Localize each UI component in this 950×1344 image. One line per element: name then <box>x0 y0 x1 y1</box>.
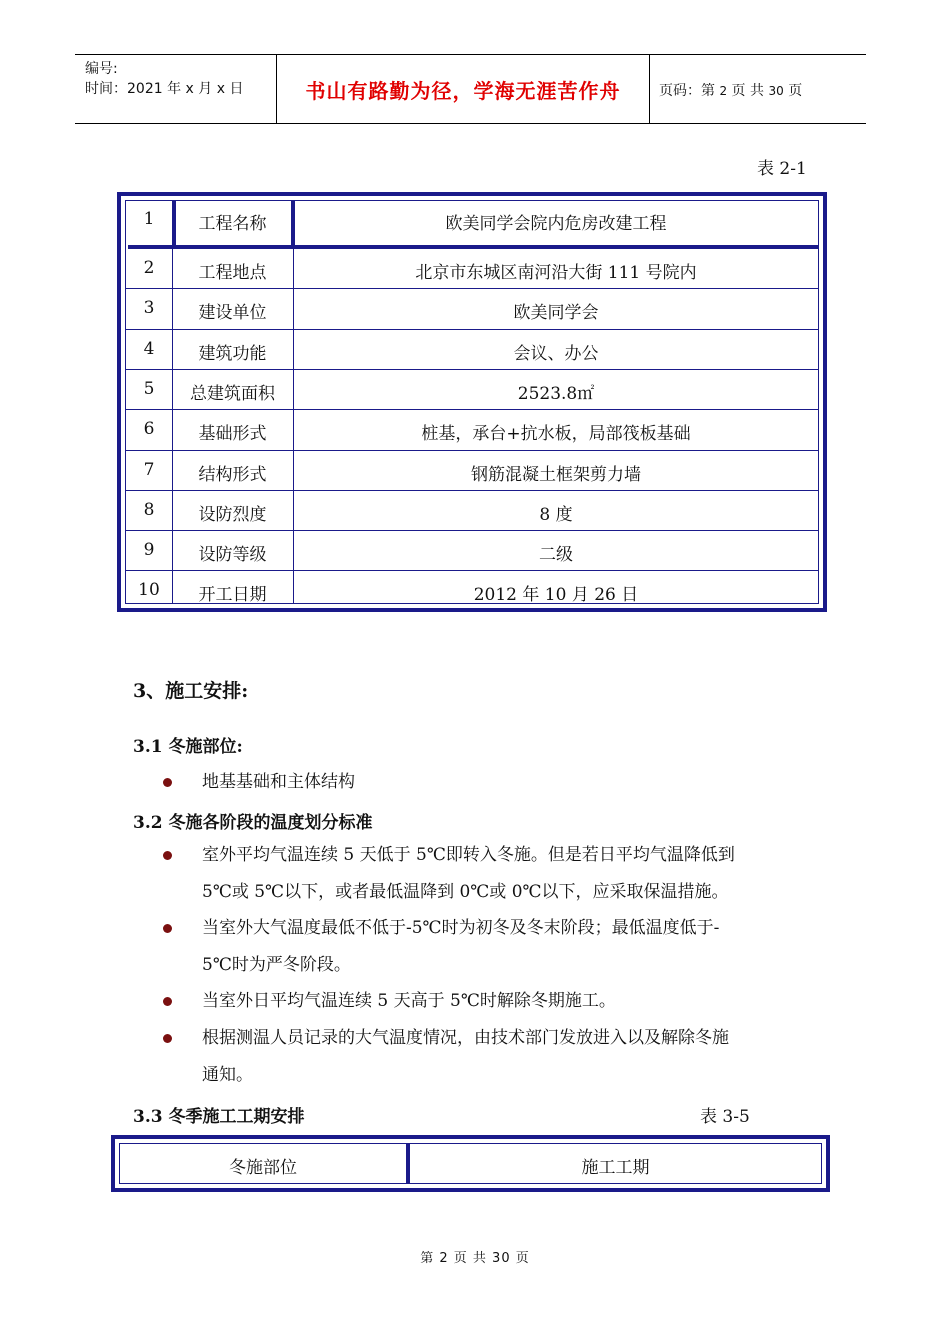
row-number: 6 <box>143 419 155 440</box>
doc-time: 时间：2021 年 x 月 x 日 <box>85 81 244 97</box>
row-number: 1 <box>143 209 155 229</box>
page-current: 2 <box>719 84 728 98</box>
project-info-table <box>117 192 827 612</box>
subsection-title: 3.2 冬施各阶段的温度划分标准 <box>133 813 373 833</box>
row-value: 二级 <box>539 545 573 566</box>
list-item: 地基基础和主体结构 <box>202 772 355 792</box>
row-label: 设防烈度 <box>198 504 267 525</box>
table-header-cell: 施工工期 <box>581 1158 650 1178</box>
page-header <box>75 54 866 124</box>
table-row <box>126 531 818 571</box>
bullet-icon <box>163 1034 172 1043</box>
row-label: 开工日期 <box>198 585 267 606</box>
table-rule <box>293 249 294 603</box>
header-page-info <box>659 80 802 100</box>
row-number: 4 <box>143 338 155 359</box>
row-label: 结构形式 <box>198 464 267 485</box>
table-row <box>126 410 818 450</box>
row-value: 北京市东城区南河沿大街 111 号院内 <box>415 263 697 283</box>
winter-schedule-table <box>111 1135 830 1192</box>
table-inner <box>119 1143 822 1184</box>
row-value: 钢筋混凝土框架剪力墙 <box>471 464 641 485</box>
row-label: 工程名称 <box>198 214 267 234</box>
row-number: 2 <box>143 258 155 278</box>
row-number: 9 <box>143 540 155 561</box>
row-number: 7 <box>143 459 155 480</box>
row-value: 2523.8㎡ <box>517 383 595 404</box>
page-mid: 页 共 <box>731 83 764 99</box>
list-item <box>202 910 812 984</box>
page-total: 30 <box>768 84 784 98</box>
bullet-icon <box>163 997 172 1006</box>
row-label: 设防等级 <box>198 545 267 566</box>
list-item <box>202 1020 812 1094</box>
table-inner <box>125 200 819 604</box>
table-row <box>126 571 818 611</box>
subsection-title: 3.3 冬季施工工期安排 <box>133 1107 305 1127</box>
page-footer: 第 2 页 共 30 页 <box>420 1251 530 1266</box>
page-prefix: 页码：第 <box>659 83 715 99</box>
bullet-icon <box>163 778 172 787</box>
row-label: 总建筑面积 <box>190 383 275 404</box>
row-number: 3 <box>143 298 155 319</box>
row-value: 8 度 <box>539 504 573 525</box>
table-row <box>126 289 818 329</box>
table-caption: 表 3-5 <box>700 1107 750 1127</box>
list-item-line: 5℃或 5℃以下，或者最低温降到 0℃或 0℃以下，应采取保温措施。 <box>202 882 729 902</box>
table-rule <box>172 249 173 603</box>
row-label: 工程地点 <box>198 263 267 283</box>
list-item-line: 室外平均气温连续 5 天低于 5℃即转入冬施。但是若日平均气温降低到 <box>202 845 735 865</box>
row-label: 建筑功能 <box>198 343 267 364</box>
table-row <box>126 330 818 370</box>
list-item-line: 通知。 <box>202 1065 253 1085</box>
list-item <box>202 837 812 911</box>
section-title: 3、施工安排: <box>133 680 249 702</box>
list-item <box>202 983 812 1020</box>
header-divider <box>649 55 650 123</box>
header-meta <box>85 59 243 99</box>
row-number: 10 <box>138 580 160 601</box>
page-suffix: 页 <box>788 83 803 99</box>
subsection-title: 3.1 冬施部位: <box>133 737 243 757</box>
doc-number-label: 编号: <box>85 61 118 77</box>
row-label: 基础形式 <box>198 424 267 445</box>
table-header-cell: 冬施部位 <box>229 1158 297 1178</box>
row-value: 2012 年 10 月 26 日 <box>473 585 639 606</box>
row-value: 欧美同学会 <box>513 303 599 324</box>
table-caption: 表 2-1 <box>757 159 807 179</box>
row-number: 5 <box>143 378 155 399</box>
list-item-line: 5℃时为严冬阶段。 <box>202 955 351 975</box>
table-row <box>126 370 818 410</box>
list-item-line: 当室外大气温度最低不低于-5℃时为初冬及冬末阶段；最低温度低于- <box>202 918 720 938</box>
row-value: 桩基，承台+抗水板，局部筏板基础 <box>421 424 691 445</box>
bullet-icon <box>163 851 172 860</box>
bullet-icon <box>163 924 172 933</box>
header-motto: 书山有路勤为径，学海无涯苦作舟 <box>305 79 621 103</box>
row-value: 欧美同学会院内危房改建工程 <box>445 214 667 234</box>
row-value: 会议、办公 <box>513 343 599 364</box>
table-row <box>126 201 818 249</box>
row-number: 8 <box>143 499 155 520</box>
table-row <box>126 491 818 531</box>
list-item-line: 当室外日平均气温连续 5 天高于 5℃时解除冬期施工。 <box>202 991 616 1011</box>
row-label: 建设单位 <box>198 303 267 324</box>
list-item-line: 根据测温人员记录的大气温度情况，由技术部门发放进入以及解除冬施 <box>202 1028 729 1048</box>
table-row <box>126 451 818 491</box>
table-row <box>126 249 818 289</box>
